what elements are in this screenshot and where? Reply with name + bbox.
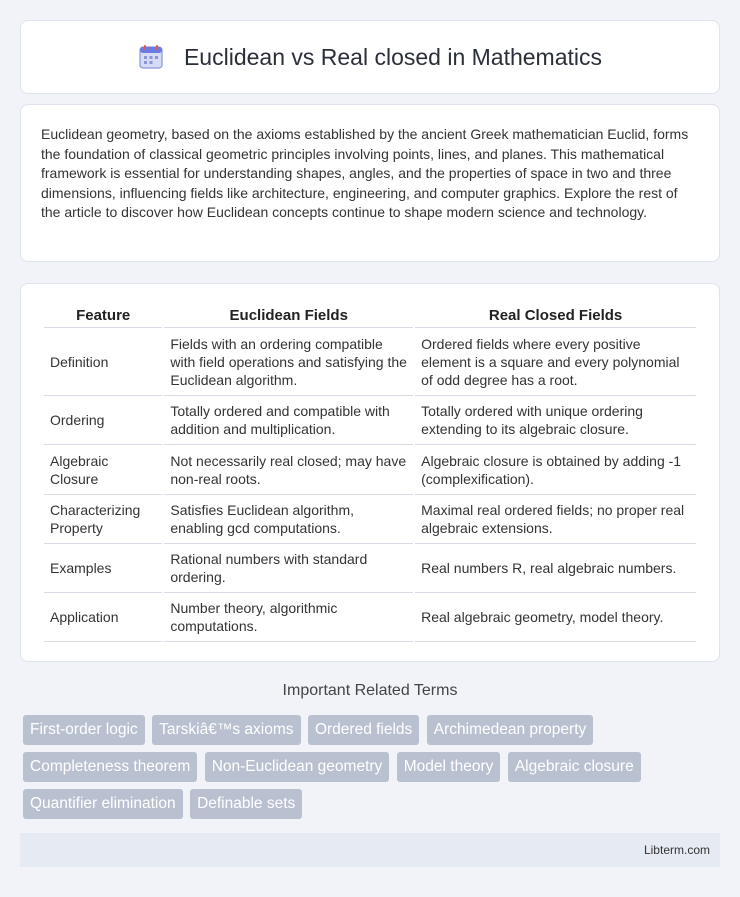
tag-ordered-fields[interactable]: Ordered fields [308,715,419,745]
related-terms-list [23,715,723,826]
intro-paragraph: Euclidean geometry, based on the axioms established by the ancient Greek mathematician Euclid, forms the foundation of classical geometric principles involving points, lines, and planes. This mathematical framework is essential for understanding shapes, angles, and the properties of space in two and three dimensions, influencing fields like architecture, engineering, and computer graphics. Explore the rest of the article to discover how Euclidean concepts continue to shape modern science and technology. [41,126,689,220]
table-cell: Definition [44,328,162,396]
tag-quantifier-elimination[interactable]: Quantifier elimination [23,789,183,819]
table-cell: Ordered fields where every positive element is a square and every polynomial of odd degree has a root. [415,328,696,396]
table-cell: Maximal real ordered fields; no proper real algebraic extensions. [415,495,696,544]
table-header-feature: Feature [44,304,162,328]
table-cell: Not necessarily real closed; may have non-real roots. [164,445,413,495]
table-cell: Totally ordered with unique ordering extending to its algebraic closure. [415,396,696,445]
comparison-card [20,283,720,662]
footer-site-link[interactable]: Libterm.com [643,843,710,857]
tag-non-euclidean-geometry[interactable]: Non-Euclidean geometry [205,752,390,782]
table-cell: Ordering [44,396,162,445]
table-row [44,593,696,642]
page-title: Euclidean vs Real closed in Mathematics [183,43,603,70]
footer [20,833,720,867]
intro-card [20,104,720,262]
table-cell: Algebraic closure is obtained by adding -1 (complexification). [415,445,696,495]
tag-algebraic-closure[interactable]: Algebraic closure [508,752,641,782]
table-row [44,396,696,445]
header-card [20,20,720,94]
table-header-euclidean: Euclidean Fields [164,304,413,328]
table-row [44,445,696,495]
tag-tarskis-axioms[interactable]: Tarskiâ€™s axioms [152,715,300,745]
table-cell: Characterizing Property [44,495,162,544]
comparison-table [42,304,698,642]
table-cell: Application [44,593,162,642]
table-cell: Real numbers R, real algebraic numbers. [415,544,696,593]
table-row [44,495,696,544]
calendar-icon [138,44,164,70]
table-cell: Real algebraic geometry, model theory. [415,593,696,642]
table-cell: Examples [44,544,162,593]
tag-archimedean-property[interactable]: Archimedean property [427,715,594,745]
table-cell: Fields with an ordering compatible with field operations and satisfying the Euclidean algorithm. [164,328,413,396]
tag-first-order-logic[interactable]: First-order logic [23,715,145,745]
table-cell: Rational numbers with standard ordering. [164,544,413,593]
table-cell: Algebraic Closure [44,445,162,495]
table-cell: Satisfies Euclidean algorithm, enabling gcd computations. [164,495,413,544]
related-terms-title: Important Related Terms [282,682,458,699]
tag-definable-sets[interactable]: Definable sets [190,789,302,819]
table-cell: Totally ordered and compatible with addition and multiplication. [164,396,413,445]
table-row [44,544,696,593]
table-header-real-closed: Real Closed Fields [415,304,696,328]
table-row [44,328,696,396]
tag-completeness-theorem[interactable]: Completeness theorem [23,752,197,782]
tag-model-theory[interactable]: Model theory [397,752,501,782]
table-cell: Number theory, algorithmic computations. [164,593,413,642]
